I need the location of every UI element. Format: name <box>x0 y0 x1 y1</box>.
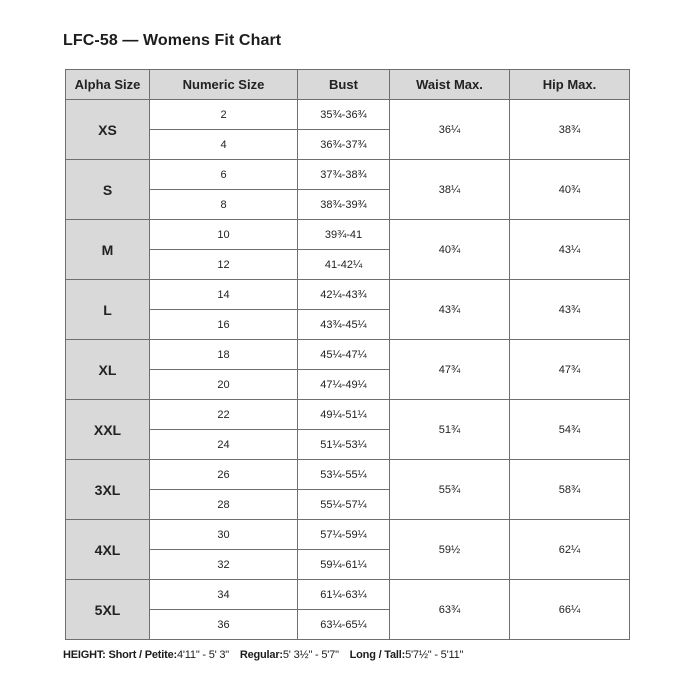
table-row <box>66 520 630 550</box>
table-row <box>66 220 630 250</box>
header-row <box>66 70 630 100</box>
bust-cell: 47¼-49¼ <box>298 370 390 400</box>
numeric-size-cell: 32 <box>150 550 298 580</box>
hip-max-cell: 66¼ <box>510 580 630 640</box>
fit-chart-body <box>66 100 630 640</box>
table-row <box>66 340 630 370</box>
header-alpha-size: Alpha Size <box>66 70 150 100</box>
waist-max-cell: 63¾ <box>390 580 510 640</box>
bust-cell: 57¼-59¼ <box>298 520 390 550</box>
short-petite-value: 4'11" - 5' 3" <box>176 649 229 661</box>
page-title: LFC-58 — Womens Fit Chart <box>63 32 282 49</box>
bust-cell: 49¼-51¼ <box>298 400 390 430</box>
regular-label: Regular: <box>239 649 283 661</box>
bust-cell: 45¼-47¼ <box>298 340 390 370</box>
long-tall-value: 5'7½" - 5'11" <box>405 649 464 661</box>
numeric-size-cell: 4 <box>150 130 298 160</box>
hip-max-cell: 43¼ <box>510 220 630 280</box>
table-row <box>66 280 630 310</box>
bust-cell: 38¾-39¾ <box>298 190 390 220</box>
numeric-size-cell: 16 <box>150 310 298 340</box>
long-tall-label: Long / Tall: <box>349 649 406 661</box>
header-numeric-size: Numeric Size <box>150 70 298 100</box>
header-hip-max: Hip Max. <box>510 70 630 100</box>
bust-cell: 59¼-61¼ <box>298 550 390 580</box>
height-footer <box>63 649 463 661</box>
numeric-size-cell: 22 <box>150 400 298 430</box>
bust-cell: 36¾-37¾ <box>298 130 390 160</box>
alpha-size-cell: M <box>66 220 150 280</box>
hip-max-cell: 58¾ <box>510 460 630 520</box>
waist-max-cell: 38¼ <box>390 160 510 220</box>
header-bust: Bust <box>298 70 390 100</box>
hip-max-cell: 47¾ <box>510 340 630 400</box>
numeric-size-cell: 20 <box>150 370 298 400</box>
waist-max-cell: 47¾ <box>390 340 510 400</box>
numeric-size-cell: 6 <box>150 160 298 190</box>
bust-cell: 61¼-63¼ <box>298 580 390 610</box>
numeric-size-cell: 34 <box>150 580 298 610</box>
bust-cell: 42¼-43¾ <box>298 280 390 310</box>
bust-cell: 43¾-45¼ <box>298 310 390 340</box>
bust-cell: 37¾-38¾ <box>298 160 390 190</box>
numeric-size-cell: 36 <box>150 610 298 640</box>
numeric-size-cell: 2 <box>150 100 298 130</box>
short-petite-label: Short / Petite: <box>108 649 177 661</box>
header-waist-max: Waist Max. <box>390 70 510 100</box>
alpha-size-cell: 4XL <box>66 520 150 580</box>
alpha-size-cell: XL <box>66 340 150 400</box>
waist-max-cell: 40¾ <box>390 220 510 280</box>
waist-max-cell: 55¾ <box>390 460 510 520</box>
table-row <box>66 100 630 130</box>
bust-cell: 53¼-55¼ <box>298 460 390 490</box>
table-row <box>66 400 630 430</box>
numeric-size-cell: 18 <box>150 340 298 370</box>
waist-max-cell: 36¼ <box>390 100 510 160</box>
hip-max-cell: 62¼ <box>510 520 630 580</box>
hip-max-cell: 38¾ <box>510 100 630 160</box>
waist-max-cell: 43¾ <box>390 280 510 340</box>
table-row <box>66 160 630 190</box>
numeric-size-cell: 26 <box>150 460 298 490</box>
alpha-size-cell: S <box>66 160 150 220</box>
hip-max-cell: 43¾ <box>510 280 630 340</box>
alpha-size-cell: XXL <box>66 400 150 460</box>
table-row <box>66 460 630 490</box>
numeric-size-cell: 30 <box>150 520 298 550</box>
table-row <box>66 580 630 610</box>
bust-cell: 41-42¼ <box>298 250 390 280</box>
bust-cell: 35¾-36¾ <box>298 100 390 130</box>
numeric-size-cell: 8 <box>150 190 298 220</box>
fit-chart-table <box>65 69 630 640</box>
bust-cell: 51¼-53¼ <box>298 430 390 460</box>
bust-cell: 63¼-65¼ <box>298 610 390 640</box>
alpha-size-cell: XS <box>66 100 150 160</box>
alpha-size-cell: 5XL <box>66 580 150 640</box>
bust-cell: 55¼-57¼ <box>298 490 390 520</box>
hip-max-cell: 54¾ <box>510 400 630 460</box>
numeric-size-cell: 10 <box>150 220 298 250</box>
bust-cell: 39¾-41 <box>298 220 390 250</box>
numeric-size-cell: 12 <box>150 250 298 280</box>
hip-max-cell: 40¾ <box>510 160 630 220</box>
alpha-size-cell: L <box>66 280 150 340</box>
numeric-size-cell: 24 <box>150 430 298 460</box>
waist-max-cell: 59½ <box>390 520 510 580</box>
numeric-size-cell: 14 <box>150 280 298 310</box>
numeric-size-cell: 28 <box>150 490 298 520</box>
regular-value: 5' 3½" - 5'7" <box>282 649 339 661</box>
alpha-size-cell: 3XL <box>66 460 150 520</box>
waist-max-cell: 51¾ <box>390 400 510 460</box>
height-label: HEIGHT: <box>63 649 106 661</box>
